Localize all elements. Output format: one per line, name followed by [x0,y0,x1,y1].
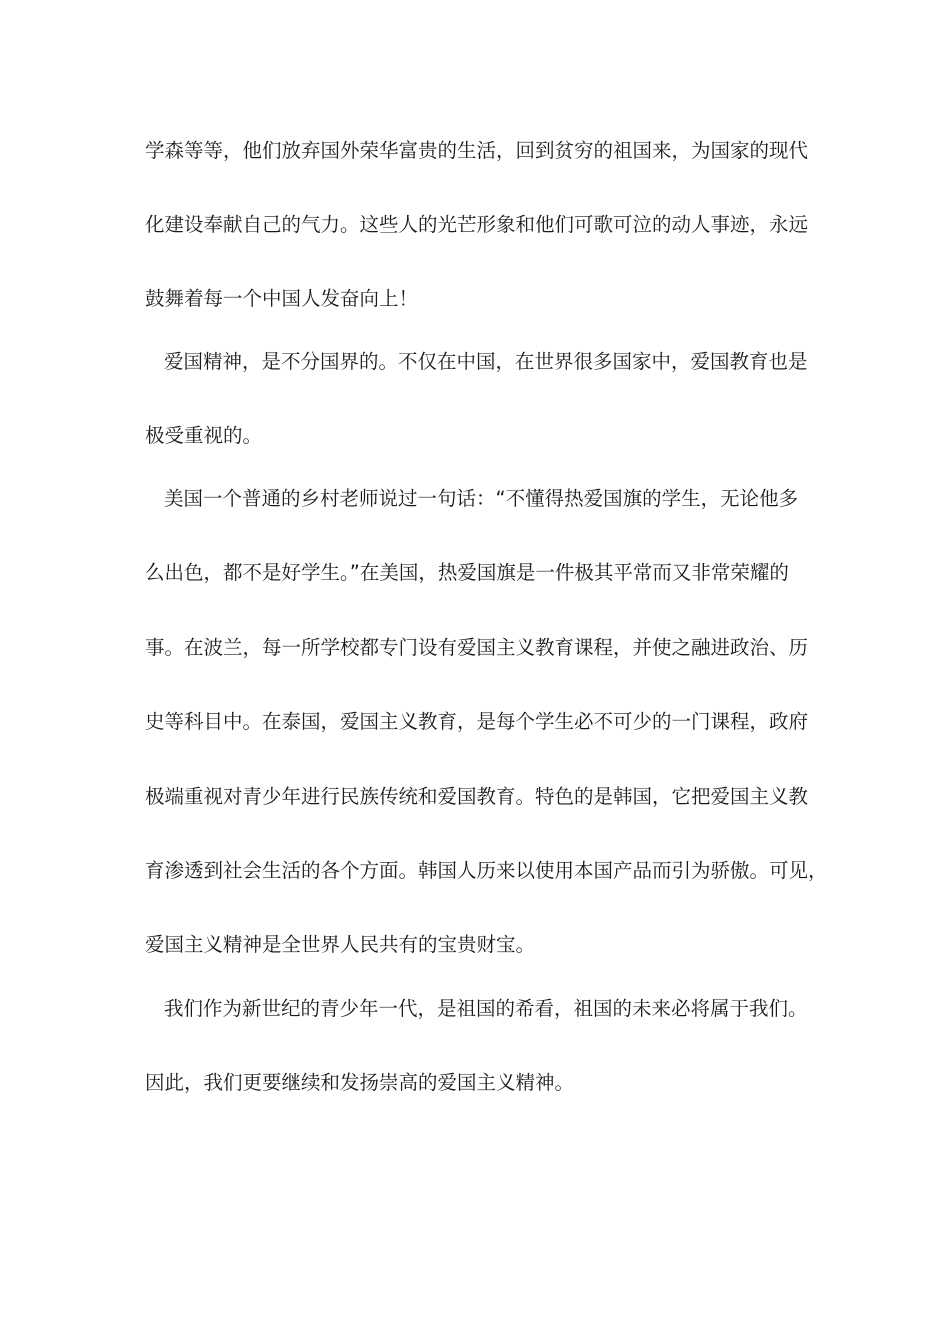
paragraph-start-line: 我们作为新世纪的青少年一代，是祖国的希看，祖国的未来必将属于我们。 [164,997,808,1020]
text-line: 么出色，都不是好学生。”在美国，热爱国旗是一件极其平常而又非常荣耀的 [145,561,789,584]
paragraph-start-line: 爱国精神，是不分国界的。不仅在中国，在世界很多国家中，爱国教育也是 [164,350,808,373]
text-line: 极端重视对青少年进行民族传统和爱国教育。特色的是韩国，它把爱国主义教 [145,785,809,808]
text-line: 育渗透到社会生活的各个方面。韩国人历来以使用本国产品而引为骄傲。可见， [145,859,828,882]
text-line: 鼓舞着每一个中国人发奋向上！ [145,287,419,310]
text-line: 学森等等，他们放弃国外荣华富贵的生活，回到贫穷的祖国来，为国家的现代 [145,139,809,162]
text-line: 事。在波兰，每一所学校都专门设有爱国主义教育课程，并使之融进政治、历 [145,636,809,659]
text-line: 因此，我们更要继续和发扬崇高的爱国主义精神。 [145,1071,575,1094]
text-line: 爱国主义精神是全世界人民共有的宝贵财宝。 [145,933,536,956]
paragraph-start-line: 美国一个普通的乡村老师说过一句话：“不懂得热爱国旗的学生，无论他多 [164,487,799,510]
text-line: 极受重视的。 [145,424,263,447]
text-line: 史等科目中。在泰国，爱国主义教育，是每个学生必不可少的一门课程，政府 [145,710,809,733]
text-line: 化建设奉献自己的气力。这些人的光芒形象和他们可歌可泣的动人事迹，永远 [145,213,809,236]
